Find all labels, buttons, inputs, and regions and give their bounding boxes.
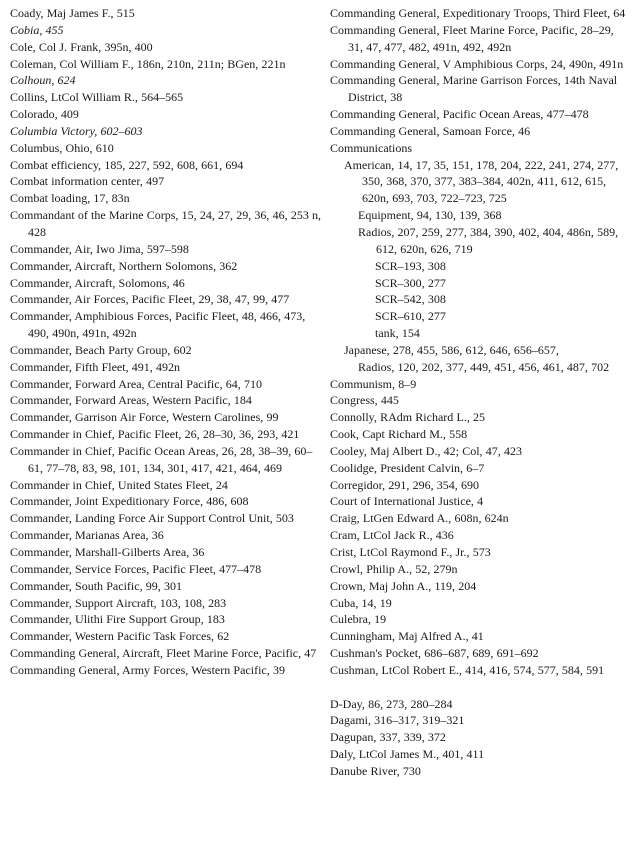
index-entry: Coleman, Col William F., 186n, 210n, 211n; BGen, 221n [10, 56, 286, 71]
index-entry: Communications [330, 140, 412, 155]
index-entry: Commander, Fifth Fleet, 491, 492n [10, 359, 180, 374]
index-entry: Dagami, 316–317, 319–321 [330, 713, 465, 728]
index-entry: D-Day, 86, 273, 280–284 [330, 696, 453, 711]
index-entry: Commander, Landing Force Air Support Control Unit, 503 [10, 511, 294, 526]
index-entry: Cole, Col J. Frank, 395n, 400 [10, 39, 153, 54]
index-entry: Cushman, LtCol Robert E., 414, 416, 574, 577, 584, 591 [330, 662, 605, 677]
index-entry: Craig, LtGen Edward A., 608n, 624n [330, 511, 509, 526]
index-entry: Commanding General, Samoan Force, 46 [330, 123, 531, 138]
index-entry: Combat information center, 497 [10, 174, 165, 189]
index-subentry: SCR–300, 277 [375, 275, 446, 290]
index-entry: Crown, Maj John A., 119, 204 [330, 578, 477, 593]
index-entry: Commander, Western Pacific Task Forces, 62 [10, 629, 230, 644]
index-entry: Combat efficiency, 185, 227, 592, 608, 661, 694 [10, 157, 244, 172]
index-entry: Commander, Beach Party Group, 602 [10, 342, 192, 357]
index-entry: Columbia Victory, 602–603 [10, 123, 143, 138]
index-entry: Commanding General, Army Forces, Western Pacific, 39 [10, 662, 285, 677]
index-entry: Commanding General, Aircraft, Fleet Marine Force, Pacific, 47 [10, 646, 317, 661]
index-entry: Commander, Joint Expeditionary Force, 486, 608 [10, 494, 249, 509]
index-entry: Coady, Maj James F., 515 [10, 6, 135, 20]
index-entry: Cushman's Pocket, 686–687, 689, 691–692 [330, 646, 539, 661]
index-subentry: SCR–542, 308 [375, 292, 446, 307]
index-entry: Collins, LtCol William R., 564–565 [10, 90, 184, 105]
index-entry: Court of International Justice, 4 [330, 494, 484, 509]
section-gap [330, 679, 630, 696]
index-entry: Commander, Garrison Air Force, Western Carolines, 99 [10, 410, 279, 425]
index-entry: Commander, Forward Areas, Western Pacific, 184 [10, 393, 252, 408]
index-entry: Commander, Support Aircraft, 103, 108, 283 [10, 595, 227, 610]
index-entry: Cook, Capt Richard M., 558 [330, 427, 468, 442]
index-entry: Commanding General, V Amphibious Corps, 24, 490n, 491n [330, 56, 624, 71]
index-subentry: American, 14, 17, 35, 151, 178, 204, 222, 241, 274, 277, 350, 368, 370, 377, 383–384, 402n, 411, 612, 615, 620n, 693, 703, 722–723, 725 [344, 157, 619, 206]
index-entry: Commander in Chief, United States Fleet, 24 [10, 477, 228, 492]
index-entry: Communism, 8–9 [330, 376, 417, 391]
index-entry: Dagupan, 337, 339, 372 [330, 730, 446, 745]
index-entry: Commander in Chief, Pacific Fleet, 26, 28–30, 36, 293, 421 [10, 427, 300, 442]
index-subentry: Japanese, 278, 455, 586, 612, 646, 656–657, [344, 342, 559, 357]
index-entry: Culebra, 19 [330, 612, 387, 627]
index-subentry: SCR–610, 277 [375, 309, 446, 324]
index-subentry: Radios, 207, 259, 277, 384, 390, 402, 404, 486n, 589, 612, 620n, 626, 719 [358, 224, 619, 256]
index-entry: Commander, Marshall-Gilberts Area, 36 [10, 545, 205, 559]
index-entry: Commander, Air, Iwo Jima, 597–598 [10, 241, 189, 256]
index-entry: Colorado, 409 [10, 107, 79, 122]
index-entry: Commander, Service Forces, Pacific Fleet, 477–478 [10, 561, 262, 576]
index-entry: Commander, Aircraft, Solomons, 46 [10, 275, 185, 290]
index-entry: Cram, LtCol Jack R., 436 [330, 528, 454, 543]
index-entry: Columbus, Ohio, 610 [10, 140, 114, 155]
index-entry: Combat loading, 17, 83n [10, 191, 130, 206]
index-entry: Colhoun, 624 [10, 73, 76, 88]
index-entry: Crist, LtCol Raymond F., Jr., 573 [330, 545, 491, 559]
index-entry: Commanding General, Fleet Marine Force, Pacific, 28–29, 31, 47, 477, 482, 491n, 492, 492n [330, 22, 614, 54]
index-entry: Cobia, 455 [10, 22, 64, 37]
index-subentry: tank, 154 [375, 326, 420, 341]
index-entry: Cuba, 14, 19 [330, 595, 392, 610]
index-column-right [330, 5, 630, 780]
index-entry: Commander in Chief, Pacific Ocean Areas, 26, 28, 38–39, 60–61, 77–78, 83, 98, 101, 134, 301, 417, 421, 464, 469 [10, 443, 313, 475]
index-entry: Cunningham, Maj Alfred A., 41 [330, 629, 484, 644]
index-subentry: Equipment, 94, 130, 139, 368 [358, 208, 502, 223]
index-entry: Commanding General, Pacific Ocean Areas, 477–478 [330, 107, 589, 122]
index-subentry: SCR–193, 308 [375, 258, 446, 273]
index-entry: Connolly, RAdm Richard L., 25 [330, 410, 486, 425]
index-entry: Commander, South Pacific, 99, 301 [10, 578, 182, 593]
index-entry: Commander, Amphibious Forces, Pacific Fleet, 48, 466, 473, 490, 490n, 491n, 492n [10, 309, 306, 341]
index-entry: Commander, Air Forces, Pacific Fleet, 29, 38, 47, 99, 477 [10, 292, 290, 307]
index-entry: Commandant of the Marine Corps, 15, 24, 27, 29, 36, 46, 253 n, 428 [10, 208, 322, 239]
index-entry: Commander, Aircraft, Northern Solomons, 362 [10, 258, 238, 273]
index-entry: Coolidge, President Calvin, 6–7 [330, 460, 485, 475]
index-column-left [10, 5, 323, 679]
index-entry: Congress, 445 [330, 393, 399, 408]
index-entry: Commander, Ulithi Fire Support Group, 183 [10, 612, 225, 627]
index-entry: Crowl, Philip A., 52, 279n [330, 561, 458, 576]
index-entry: Cooley, Maj Albert D., 42; Col, 47, 423 [330, 443, 522, 458]
index-subentry: Radios, 120, 202, 377, 449, 451, 456, 461, 487, 702 [358, 359, 610, 374]
index-entry: Commanding General, Marine Garrison Forces, 14th Naval District, 38 [330, 73, 618, 105]
index-entry: Daly, LtCol James M., 401, 411 [330, 747, 485, 762]
index-entry: Commander, Marianas Area, 36 [10, 528, 164, 543]
index-entry: Commander, Forward Area, Central Pacific, 64, 710 [10, 376, 262, 391]
index-entry: Commanding General, Expeditionary Troops, Third Fleet, 64 [330, 6, 626, 20]
index-entry: Danube River, 730 [330, 763, 421, 778]
index-entry: Corregidor, 291, 296, 354, 690 [330, 477, 479, 492]
